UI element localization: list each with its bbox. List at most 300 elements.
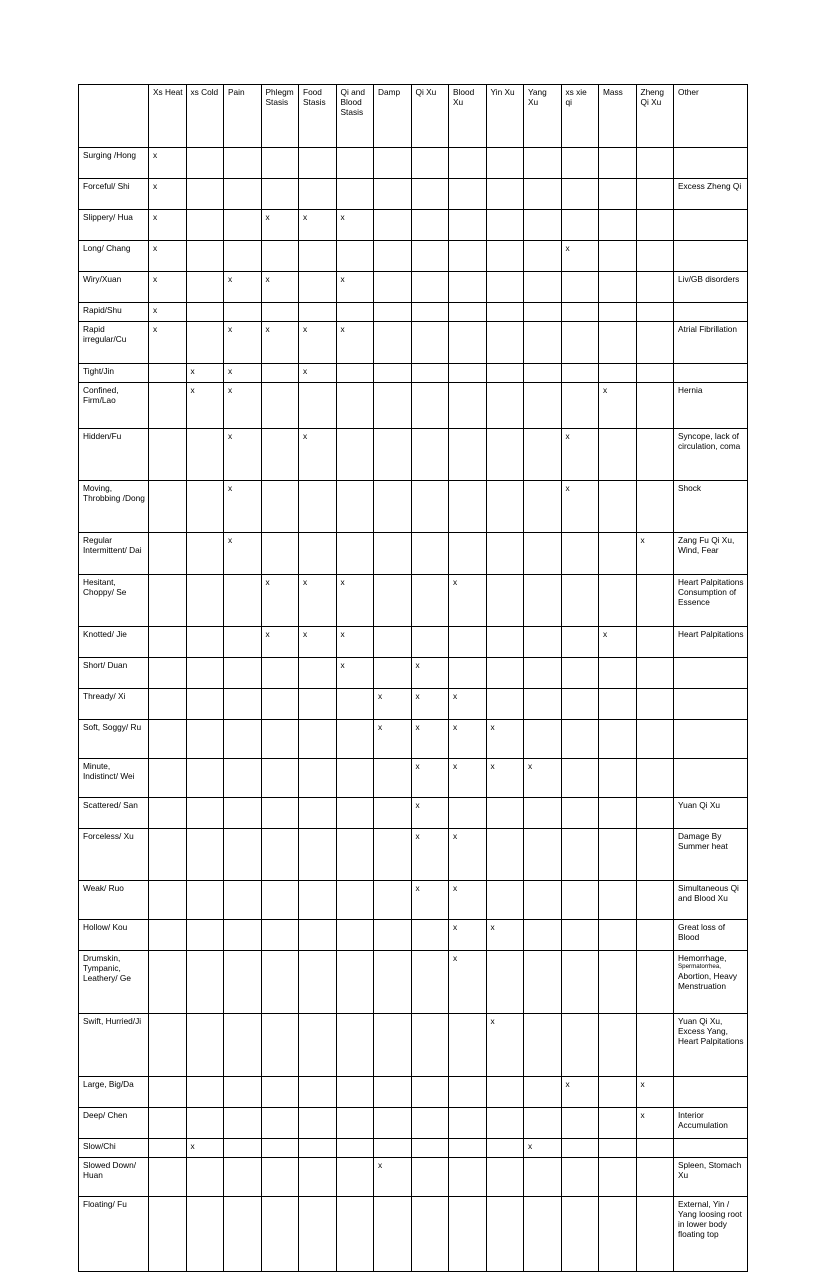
cell-mark: x: [374, 689, 412, 720]
cell-mark: [561, 1014, 599, 1077]
cell-mark: x: [336, 322, 374, 364]
cell-mark: [561, 689, 599, 720]
cell-mark: x: [524, 759, 562, 798]
cell-mark: x: [411, 798, 449, 829]
cell-mark: [599, 720, 637, 759]
table-row: [79, 1139, 748, 1158]
cell-mark: [636, 303, 674, 322]
table-row: [79, 148, 748, 179]
cell-other: Syncope, lack of circulation, coma: [674, 429, 748, 481]
cell-mark: [524, 148, 562, 179]
header-cell-zheng-qi-xu: Zheng Qi Xu: [636, 85, 674, 148]
cell-mark: x: [411, 689, 449, 720]
cell-mark: [149, 1077, 187, 1108]
cell-other: Heart Palpitations: [674, 627, 748, 658]
cell-mark: [599, 1139, 637, 1158]
cell-other: Simultaneous Qi and Blood Xu: [674, 881, 748, 920]
cell-mark: x: [449, 689, 487, 720]
table-row: [79, 210, 748, 241]
cell-mark: [486, 829, 524, 881]
row-label-pulse: Knotted/ Jie: [79, 627, 149, 658]
cell-mark: [636, 1014, 674, 1077]
cell-mark: [149, 429, 187, 481]
cell-mark: [561, 383, 599, 429]
cell-mark: [374, 1197, 412, 1272]
cell-mark: [561, 798, 599, 829]
cell-mark: [599, 241, 637, 272]
cell-mark: [561, 179, 599, 210]
cell-mark: [599, 829, 637, 881]
cell-mark: [561, 272, 599, 303]
cell-mark: [261, 1108, 299, 1139]
cell-mark: [186, 798, 224, 829]
cell-mark: x: [149, 179, 187, 210]
cell-mark: [411, 272, 449, 303]
cell-mark: x: [336, 658, 374, 689]
row-label-pulse: Large, Big/Da: [79, 1077, 149, 1108]
cell-mark: [336, 383, 374, 429]
cell-mark: [486, 210, 524, 241]
cell-mark: [411, 951, 449, 1014]
cell-mark: [449, 1139, 487, 1158]
cell-mark: [374, 148, 412, 179]
cell-mark: [374, 179, 412, 210]
cell-mark: [524, 303, 562, 322]
table-header: [79, 85, 748, 148]
cell-other: Yuan Qi Xu, Excess Yang, Heart Palpitations: [674, 1014, 748, 1077]
cell-mark: [186, 881, 224, 920]
cell-mark: x: [561, 481, 599, 533]
cell-mark: [224, 627, 262, 658]
cell-mark: [261, 759, 299, 798]
cell-mark: x: [411, 720, 449, 759]
cell-mark: [486, 1158, 524, 1197]
row-label-pulse: Deep/ Chen: [79, 1108, 149, 1139]
table-row: [79, 303, 748, 322]
cell-mark: x: [486, 720, 524, 759]
cell-mark: x: [149, 148, 187, 179]
cell-mark: x: [336, 272, 374, 303]
cell-mark: [561, 364, 599, 383]
table-row: [79, 179, 748, 210]
cell-mark: x: [486, 759, 524, 798]
cell-mark: [299, 720, 337, 759]
cell-mark: x: [149, 241, 187, 272]
cell-mark: [374, 951, 412, 1014]
cell-mark: [524, 272, 562, 303]
cell-mark: x: [224, 481, 262, 533]
cell-mark: [524, 627, 562, 658]
cell-mark: [561, 658, 599, 689]
cell-mark: [224, 241, 262, 272]
cell-other: [674, 1077, 748, 1108]
table-row: [79, 364, 748, 383]
cell-mark: [486, 272, 524, 303]
cell-mark: [561, 951, 599, 1014]
cell-mark: [599, 920, 637, 951]
cell-mark: [149, 759, 187, 798]
cell-mark: [299, 533, 337, 575]
cell-other: Interior Accumulation: [674, 1108, 748, 1139]
header-cell-yang-xu: Yang Xu: [524, 85, 562, 148]
cell-other: [674, 951, 748, 1014]
cell-mark: [636, 658, 674, 689]
cell-mark: x: [299, 575, 337, 627]
cell-mark: [636, 179, 674, 210]
table-row: [79, 881, 748, 920]
cell-mark: [636, 920, 674, 951]
cell-mark: x: [149, 272, 187, 303]
cell-mark: [561, 920, 599, 951]
cell-mark: [411, 533, 449, 575]
cell-mark: [299, 303, 337, 322]
cell-mark: [411, 575, 449, 627]
cell-other: Great loss of Blood: [674, 920, 748, 951]
cell-mark: [599, 658, 637, 689]
other-text-note: Spermatorrhea,: [678, 963, 721, 971]
cell-mark: [374, 627, 412, 658]
cell-mark: [524, 179, 562, 210]
cell-mark: [599, 272, 637, 303]
cell-mark: [411, 322, 449, 364]
cell-mark: [224, 720, 262, 759]
cell-other: [674, 364, 748, 383]
cell-mark: [149, 829, 187, 881]
cell-mark: [524, 1077, 562, 1108]
cell-mark: [599, 322, 637, 364]
table-row: [79, 272, 748, 303]
cell-mark: x: [374, 720, 412, 759]
cell-mark: [561, 533, 599, 575]
cell-mark: x: [299, 429, 337, 481]
cell-mark: x: [449, 881, 487, 920]
cell-mark: [224, 303, 262, 322]
cell-mark: [486, 303, 524, 322]
cell-mark: [524, 920, 562, 951]
cell-mark: [374, 364, 412, 383]
table-row: [79, 798, 748, 829]
cell-mark: [336, 829, 374, 881]
cell-mark: [524, 951, 562, 1014]
cell-mark: [336, 1139, 374, 1158]
row-label-pulse: Scattered/ San: [79, 798, 149, 829]
row-label-pulse: Hollow/ Kou: [79, 920, 149, 951]
cell-mark: x: [411, 829, 449, 881]
cell-mark: [299, 383, 337, 429]
cell-mark: [411, 364, 449, 383]
cell-mark: [186, 481, 224, 533]
table-row: [79, 1108, 748, 1139]
cell-mark: [561, 1158, 599, 1197]
cell-mark: [449, 1014, 487, 1077]
cell-mark: [486, 1197, 524, 1272]
cell-mark: x: [149, 303, 187, 322]
cell-mark: [299, 951, 337, 1014]
cell-mark: x: [261, 575, 299, 627]
cell-mark: [524, 481, 562, 533]
cell-mark: [486, 689, 524, 720]
cell-other: Hernia: [674, 383, 748, 429]
cell-mark: [449, 627, 487, 658]
cell-mark: [636, 829, 674, 881]
table-row: [79, 1158, 748, 1197]
cell-mark: [261, 383, 299, 429]
cell-mark: [411, 179, 449, 210]
cell-mark: [374, 881, 412, 920]
row-label-pulse: Rapid irregular/Cu: [79, 322, 149, 364]
cell-mark: [486, 481, 524, 533]
cell-mark: [374, 533, 412, 575]
cell-mark: x: [186, 364, 224, 383]
cell-mark: [524, 798, 562, 829]
cell-mark: [149, 533, 187, 575]
cell-mark: [299, 1158, 337, 1197]
cell-mark: [449, 1197, 487, 1272]
cell-mark: [224, 920, 262, 951]
cell-mark: [411, 241, 449, 272]
cell-mark: x: [336, 627, 374, 658]
cell-mark: x: [599, 627, 637, 658]
cell-mark: [374, 1077, 412, 1108]
cell-mark: [186, 1197, 224, 1272]
cell-mark: [336, 1077, 374, 1108]
other-text-main: Hemorrhage,: [678, 953, 727, 963]
cell-mark: [374, 798, 412, 829]
cell-mark: [374, 241, 412, 272]
row-label-pulse: Drumskin, Tympanic, Leathery/ Ge: [79, 951, 149, 1014]
cell-mark: [524, 364, 562, 383]
cell-mark: [636, 1158, 674, 1197]
cell-mark: [449, 364, 487, 383]
cell-mark: [599, 881, 637, 920]
cell-mark: [524, 829, 562, 881]
cell-mark: [224, 881, 262, 920]
cell-mark: [224, 829, 262, 881]
cell-mark: [224, 759, 262, 798]
table-body: [79, 148, 748, 1272]
cell-mark: [524, 322, 562, 364]
cell-mark: [524, 1108, 562, 1139]
cell-mark: [411, 1077, 449, 1108]
cell-mark: [299, 481, 337, 533]
table-row: [79, 241, 748, 272]
cell-other: [674, 303, 748, 322]
cell-mark: [524, 533, 562, 575]
cell-mark: [636, 951, 674, 1014]
row-label-pulse: Wiry/Xuan: [79, 272, 149, 303]
cell-mark: [599, 210, 637, 241]
cell-mark: [149, 720, 187, 759]
cell-mark: x: [449, 720, 487, 759]
cell-mark: [224, 575, 262, 627]
cell-mark: [374, 1108, 412, 1139]
cell-mark: x: [261, 627, 299, 658]
cell-mark: [561, 575, 599, 627]
cell-mark: [336, 179, 374, 210]
cell-mark: [261, 1014, 299, 1077]
cell-mark: [599, 533, 637, 575]
cell-mark: [261, 1158, 299, 1197]
cell-other: [674, 658, 748, 689]
cell-mark: [186, 627, 224, 658]
cell-mark: [449, 658, 487, 689]
cell-mark: [261, 533, 299, 575]
cell-mark: x: [449, 920, 487, 951]
header-cell-pain: Pain: [224, 85, 262, 148]
cell-mark: x: [636, 1077, 674, 1108]
cell-mark: [374, 481, 412, 533]
cell-mark: [186, 322, 224, 364]
cell-mark: [486, 881, 524, 920]
cell-mark: [336, 720, 374, 759]
cell-mark: [636, 627, 674, 658]
table-row: [79, 322, 748, 364]
cell-mark: x: [299, 322, 337, 364]
row-label-pulse: Surging /Hong: [79, 148, 149, 179]
cell-mark: [449, 481, 487, 533]
table-row: [79, 689, 748, 720]
cell-mark: [486, 148, 524, 179]
cell-mark: [336, 148, 374, 179]
cell-mark: x: [561, 241, 599, 272]
cell-mark: [224, 1139, 262, 1158]
cell-mark: [411, 1108, 449, 1139]
cell-mark: [186, 920, 224, 951]
cell-mark: [299, 689, 337, 720]
table-row: [79, 1014, 748, 1077]
cell-mark: [186, 1158, 224, 1197]
cell-mark: [224, 1158, 262, 1197]
cell-mark: [449, 272, 487, 303]
cell-mark: [186, 1108, 224, 1139]
cell-mark: [524, 1197, 562, 1272]
cell-mark: [486, 627, 524, 658]
row-label-pulse: Floating/ Fu: [79, 1197, 149, 1272]
header-cell-yin-xu: Yin Xu: [486, 85, 524, 148]
cell-mark: x: [299, 210, 337, 241]
cell-mark: x: [224, 364, 262, 383]
cell-other: [674, 689, 748, 720]
cell-other: [674, 241, 748, 272]
cell-mark: [224, 179, 262, 210]
cell-mark: [336, 689, 374, 720]
cell-mark: [261, 241, 299, 272]
cell-mark: [561, 1197, 599, 1272]
cell-mark: [224, 689, 262, 720]
header-row: [79, 85, 748, 148]
cell-mark: [186, 720, 224, 759]
cell-mark: x: [486, 920, 524, 951]
row-label-pulse: Soft, Soggy/ Ru: [79, 720, 149, 759]
cell-other: Damage By Summer heat: [674, 829, 748, 881]
cell-mark: [561, 148, 599, 179]
cell-mark: [224, 658, 262, 689]
cell-mark: [261, 179, 299, 210]
cell-mark: [524, 383, 562, 429]
cell-mark: x: [261, 322, 299, 364]
cell-mark: [374, 1139, 412, 1158]
header-cell-pulse: [79, 85, 149, 148]
cell-mark: [636, 720, 674, 759]
cell-mark: [411, 920, 449, 951]
cell-other: Yuan Qi Xu: [674, 798, 748, 829]
table-row: [79, 575, 748, 627]
cell-mark: [486, 1108, 524, 1139]
cell-mark: x: [561, 429, 599, 481]
cell-mark: [299, 179, 337, 210]
cell-other: Atrial Fibrillation: [674, 322, 748, 364]
cell-mark: [449, 429, 487, 481]
row-label-pulse: Moving, Throbbing /Dong: [79, 481, 149, 533]
cell-mark: [336, 1014, 374, 1077]
cell-mark: [411, 383, 449, 429]
cell-mark: [599, 1197, 637, 1272]
cell-mark: [186, 759, 224, 798]
cell-mark: [561, 881, 599, 920]
cell-mark: [449, 322, 487, 364]
cell-mark: [186, 179, 224, 210]
pulse-table-container: [78, 84, 748, 1272]
cell-mark: [599, 148, 637, 179]
cell-mark: [336, 951, 374, 1014]
cell-mark: [261, 720, 299, 759]
cell-mark: [374, 1014, 412, 1077]
cell-mark: [486, 383, 524, 429]
cell-mark: [449, 533, 487, 575]
cell-mark: [486, 364, 524, 383]
header-cell-xs-cold: xs Cold: [186, 85, 224, 148]
cell-mark: [149, 1108, 187, 1139]
row-label-pulse: Weak/ Ruo: [79, 881, 149, 920]
cell-other: External, Yin / Yang loosing root in lower body floating top: [674, 1197, 748, 1272]
cell-mark: [336, 1197, 374, 1272]
header-cell-other: Other: [674, 85, 748, 148]
row-label-pulse: Slippery/ Hua: [79, 210, 149, 241]
cell-mark: [149, 1197, 187, 1272]
cell-mark: [336, 241, 374, 272]
cell-mark: [261, 429, 299, 481]
cell-mark: [261, 951, 299, 1014]
cell-mark: [336, 481, 374, 533]
cell-mark: [561, 210, 599, 241]
cell-mark: [149, 920, 187, 951]
cell-mark: [599, 1108, 637, 1139]
cell-mark: [599, 364, 637, 383]
table-row: [79, 533, 748, 575]
cell-mark: [599, 429, 637, 481]
cell-mark: [411, 429, 449, 481]
cell-mark: [449, 1158, 487, 1197]
cell-mark: [524, 1014, 562, 1077]
cell-mark: [599, 1014, 637, 1077]
cell-mark: [411, 1014, 449, 1077]
cell-mark: [524, 658, 562, 689]
cell-mark: [411, 148, 449, 179]
cell-mark: [486, 951, 524, 1014]
cell-other: Zang Fu Qi Xu, Wind, Fear: [674, 533, 748, 575]
table-row: [79, 951, 748, 1014]
table-row: [79, 481, 748, 533]
cell-mark: [599, 303, 637, 322]
cell-mark: [636, 210, 674, 241]
cell-mark: [449, 798, 487, 829]
cell-mark: x: [224, 533, 262, 575]
cell-mark: [636, 383, 674, 429]
table-row: [79, 658, 748, 689]
table-row: [79, 1197, 748, 1272]
cell-mark: [486, 322, 524, 364]
cell-mark: x: [186, 1139, 224, 1158]
